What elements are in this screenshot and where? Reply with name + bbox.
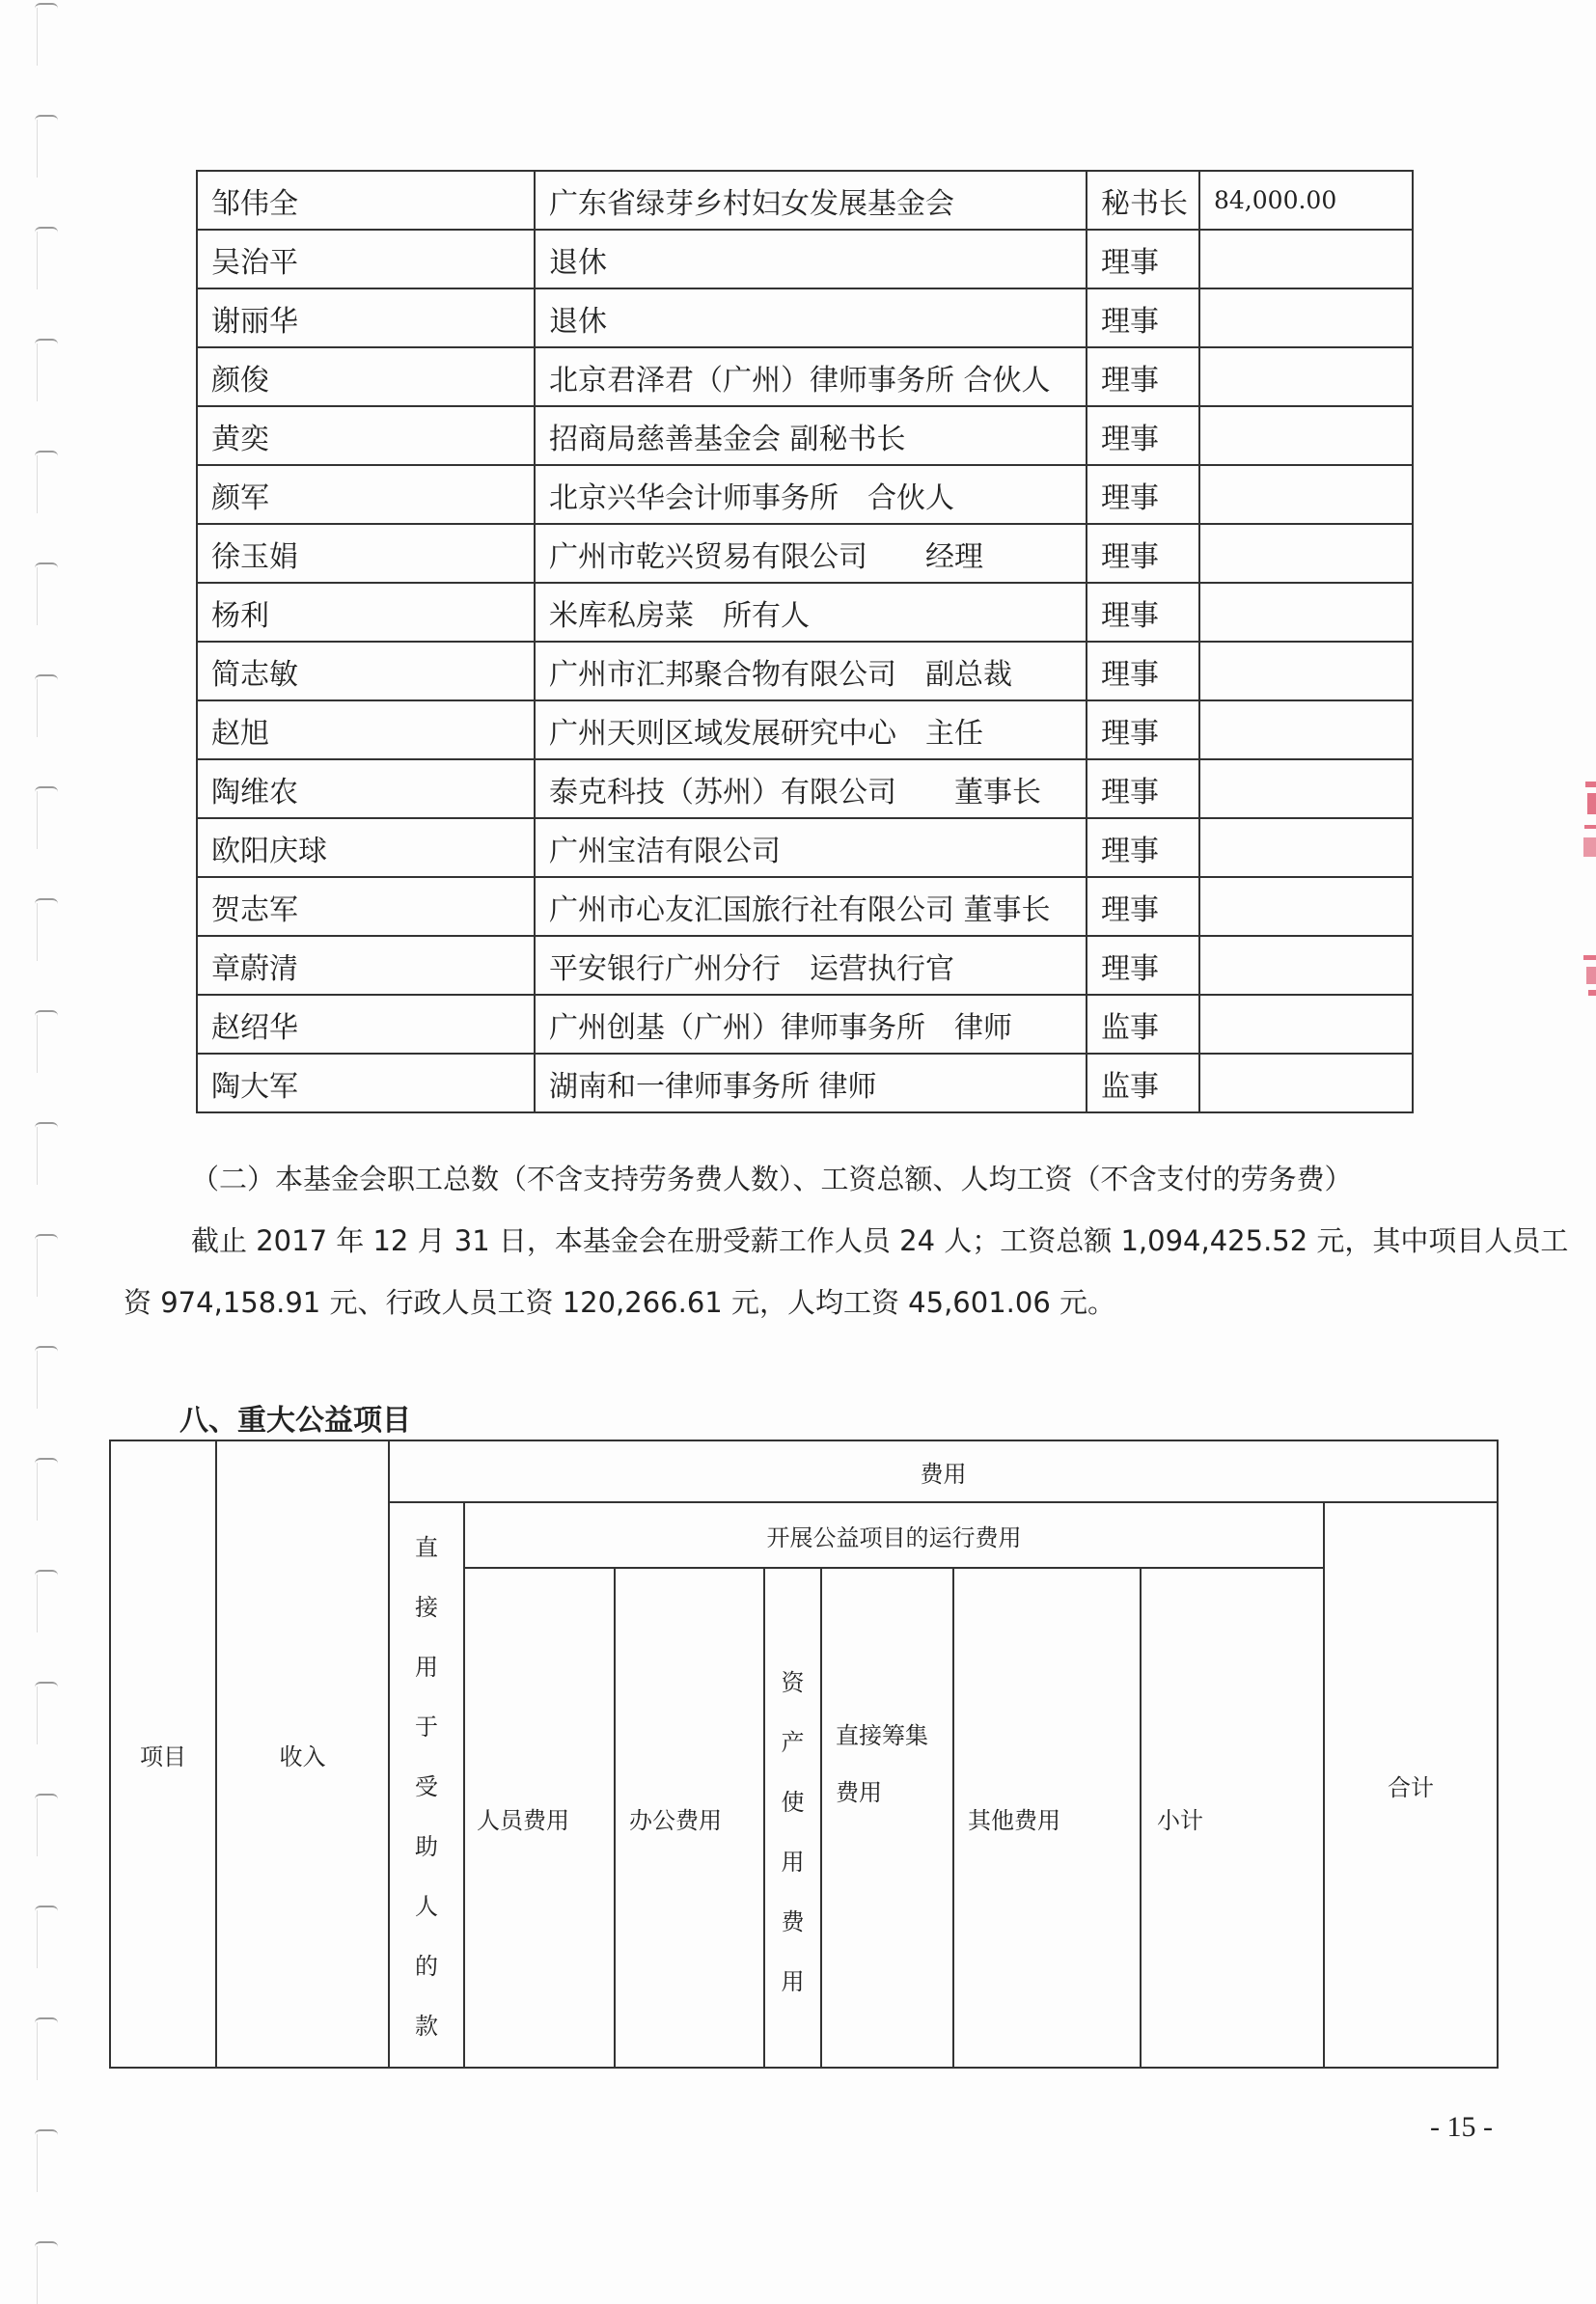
- member-name: 欧阳庆球: [197, 818, 535, 877]
- binding-edge-line: [37, 2134, 38, 2192]
- header-personnel: 人员费用: [464, 1568, 615, 2068]
- binding-edge-line: [37, 1910, 38, 1968]
- table-row: [197, 1054, 1413, 1112]
- table-row: [197, 288, 1413, 347]
- binding-edge-line: [37, 1015, 38, 1073]
- member-role: 秘书长: [1087, 171, 1199, 230]
- member-name: 颜军: [197, 465, 535, 524]
- table-row: [197, 995, 1413, 1054]
- binding-hole-mark: [35, 1794, 58, 1799]
- binding-hole-mark: [35, 1010, 58, 1016]
- member-name: 吴治平: [197, 230, 535, 288]
- staff-summary-line1: 截止 2017 年 12 月 31 日，本基金会在册受薪工作人员 24 人；工资总额 1,094,425.52 元，其中项目人员工: [191, 1224, 1569, 1257]
- binding-hole-mark: [35, 1234, 58, 1240]
- member-role: 理事: [1087, 347, 1199, 406]
- binding-edge-line: [37, 2022, 38, 2080]
- vertical-char: 接: [415, 1594, 438, 1621]
- binding-hole-mark: [35, 1458, 58, 1464]
- member-compensation: [1199, 1054, 1413, 1112]
- member-compensation: [1199, 230, 1413, 288]
- binding-hole-mark: [35, 339, 58, 344]
- member-organization: 广东省绿芽乡村妇女发展基金会: [535, 171, 1087, 230]
- binding-hole-mark: [35, 451, 58, 456]
- vertical-char: 的: [415, 1953, 438, 1980]
- member-compensation: [1199, 465, 1413, 524]
- staff-section-heading: （二）本基金会职工总数（不含支持劳务费人数）、工资总额、人均工资（不含支付的劳务费）: [191, 1163, 1353, 1195]
- header-other: 其他费用: [953, 1568, 1141, 2068]
- member-compensation: [1199, 936, 1413, 995]
- member-compensation: [1199, 700, 1413, 759]
- binding-hole-mark: [35, 674, 58, 680]
- binding-edge-line: [37, 903, 38, 961]
- header-operating-group: 开展公益项目的运行费用: [464, 1502, 1324, 1568]
- table-row: [197, 642, 1413, 700]
- table-row: [197, 406, 1413, 465]
- binding-edge-line: [37, 1127, 38, 1185]
- table-row: [197, 465, 1413, 524]
- member-role: 理事: [1087, 642, 1199, 700]
- member-organization: 广州市乾兴贸易有限公司 经理: [535, 524, 1087, 583]
- member-role: 监事: [1087, 1054, 1199, 1112]
- member-organization: 平安银行广州分行 运营执行官: [535, 936, 1087, 995]
- member-name: 杨利: [197, 583, 535, 642]
- member-name: 徐玉娟: [197, 524, 535, 583]
- member-name: 黄奕: [197, 406, 535, 465]
- binding-hole-mark: [35, 227, 58, 233]
- binding-edge-line: [37, 455, 38, 513]
- vertical-char: 受: [415, 1773, 438, 1800]
- table-row: [197, 230, 1413, 288]
- vertical-char: 助: [415, 1833, 438, 1860]
- table-row: [197, 583, 1413, 642]
- binding-edge-line: [37, 1575, 38, 1632]
- binding-edge-line: [37, 679, 38, 737]
- member-compensation: [1199, 524, 1413, 583]
- member-role: 监事: [1087, 995, 1199, 1054]
- member-organization: 招商局慈善基金会 副秘书长: [535, 406, 1087, 465]
- table-row: [197, 524, 1413, 583]
- table-row: [197, 700, 1413, 759]
- binding-hole-mark: [35, 3, 58, 9]
- member-compensation: [1199, 877, 1413, 936]
- table-row: [197, 759, 1413, 818]
- member-name: 陶维农: [197, 759, 535, 818]
- binding-edge-line: [37, 8, 38, 66]
- vertical-char: 直: [415, 1534, 438, 1561]
- binding-edge-line: [37, 343, 38, 401]
- member-name: 贺志军: [197, 877, 535, 936]
- member-organization: 北京君泽君（广州）律师事务所 合伙人: [535, 347, 1087, 406]
- member-name: 赵旭: [197, 700, 535, 759]
- member-name: 谢丽华: [197, 288, 535, 347]
- binding-hole-mark: [35, 786, 58, 792]
- header-expense-group: 费用: [389, 1440, 1498, 1502]
- member-name: 颜俊: [197, 347, 535, 406]
- binding-edge-line: [37, 791, 38, 849]
- table-row: [197, 347, 1413, 406]
- binding-edge-line: [37, 2246, 38, 2304]
- member-role: 理事: [1087, 936, 1199, 995]
- binding-hole-mark: [35, 1682, 58, 1687]
- member-compensation: [1199, 642, 1413, 700]
- vertical-char: 款: [415, 2013, 438, 2040]
- member-role: 理事: [1087, 818, 1199, 877]
- binding-hole-mark: [35, 2129, 58, 2135]
- table-row: [197, 818, 1413, 877]
- header-fundraising: [821, 1568, 953, 2068]
- vertical-char: 用: [781, 1849, 805, 1877]
- member-compensation: 84,000.00: [1199, 171, 1413, 230]
- member-name: 邹伟全: [197, 171, 535, 230]
- member-role: 理事: [1087, 877, 1199, 936]
- binding-hole-mark: [35, 562, 58, 568]
- vertical-char: 产: [781, 1729, 805, 1757]
- member-role: 理事: [1087, 230, 1199, 288]
- binding-edge-line: [37, 1463, 38, 1521]
- member-role: 理事: [1087, 700, 1199, 759]
- header-fundraising-line2: 费用: [836, 1779, 882, 1807]
- header-direct-to-beneficiaries: [389, 1502, 464, 2068]
- member-compensation: [1199, 995, 1413, 1054]
- member-compensation: [1199, 288, 1413, 347]
- vertical-char: 使: [781, 1789, 805, 1817]
- binding-hole-mark: [35, 898, 58, 904]
- member-role: 理事: [1087, 759, 1199, 818]
- board-members-table: [196, 170, 1414, 1113]
- binding-hole-mark: [35, 1122, 58, 1128]
- section-title: 八、重大公益项目: [179, 1404, 411, 1438]
- member-organization: 湖南和一律师事务所 律师: [535, 1054, 1087, 1112]
- binding-edge-line: [37, 1687, 38, 1744]
- member-role: 理事: [1087, 465, 1199, 524]
- binding-edge-line: [37, 232, 38, 289]
- member-organization: 退休: [535, 230, 1087, 288]
- member-organization: 泰克科技（苏州）有限公司 董事长: [535, 759, 1087, 818]
- member-role: 理事: [1087, 524, 1199, 583]
- vertical-char: 于: [415, 1714, 438, 1741]
- header-project: 项目: [110, 1440, 216, 2068]
- member-organization: 广州天则区域发展研究中心 主任: [535, 700, 1087, 759]
- header-income: 收入: [216, 1440, 389, 2068]
- member-organization: 广州创基（广州）律师事务所 律师: [535, 995, 1087, 1054]
- member-name: 陶大军: [197, 1054, 535, 1112]
- vertical-char: 人: [415, 1893, 438, 1920]
- binding-hole-mark: [35, 1346, 58, 1352]
- member-name: 赵绍华: [197, 995, 535, 1054]
- binding-hole-mark: [35, 2017, 58, 2023]
- member-compensation: [1199, 347, 1413, 406]
- page-number: - 15 -: [1430, 2111, 1493, 2143]
- binding-hole-mark: [35, 1906, 58, 1911]
- header-fundraising-line1: 直接筹集: [836, 1722, 928, 1750]
- binding-hole-mark: [35, 115, 58, 121]
- binding-edge-line: [37, 1239, 38, 1297]
- binding-hole-mark: [35, 2241, 58, 2247]
- member-compensation: [1199, 759, 1413, 818]
- member-compensation: [1199, 583, 1413, 642]
- header-total: 合计: [1324, 1502, 1498, 2068]
- member-name: 章蔚清: [197, 936, 535, 995]
- staff-summary-line2: 资 974,158.91 元、行政人员工资 120,266.61 元，人均工资 45,601.06 元。: [124, 1286, 1115, 1319]
- member-compensation: [1199, 406, 1413, 465]
- header-asset-usage: [764, 1568, 821, 2068]
- member-role: 理事: [1087, 583, 1199, 642]
- table-row: [197, 171, 1413, 230]
- header-office: 办公费用: [615, 1568, 764, 2068]
- member-compensation: [1199, 818, 1413, 877]
- member-organization: 米库私房菜 所有人: [535, 583, 1087, 642]
- header-subtotal: 小计: [1141, 1568, 1324, 2068]
- vertical-char: 用: [781, 1968, 805, 1996]
- binding-hole-mark: [35, 1570, 58, 1576]
- vertical-char: 费: [781, 1908, 805, 1936]
- major-projects-table: [109, 1440, 1499, 2069]
- binding-edge-line: [37, 567, 38, 625]
- binding-edge-line: [37, 1798, 38, 1856]
- member-role: 理事: [1087, 288, 1199, 347]
- member-organization: 广州市汇邦聚合物有限公司 副总裁: [535, 642, 1087, 700]
- member-name: 简志敏: [197, 642, 535, 700]
- vertical-char: 资: [781, 1669, 805, 1697]
- binding-edge-line: [37, 120, 38, 178]
- table-row: [197, 936, 1413, 995]
- member-role: 理事: [1087, 406, 1199, 465]
- member-organization: 广州市心友汇国旅行社有限公司 董事长: [535, 877, 1087, 936]
- binding-edge-line: [37, 1351, 38, 1409]
- vertical-char: 用: [415, 1654, 438, 1681]
- table-row: [197, 877, 1413, 936]
- member-organization: 北京兴华会计师事务所 合伙人: [535, 465, 1087, 524]
- member-organization: 退休: [535, 288, 1087, 347]
- member-organization: 广州宝洁有限公司: [535, 818, 1087, 877]
